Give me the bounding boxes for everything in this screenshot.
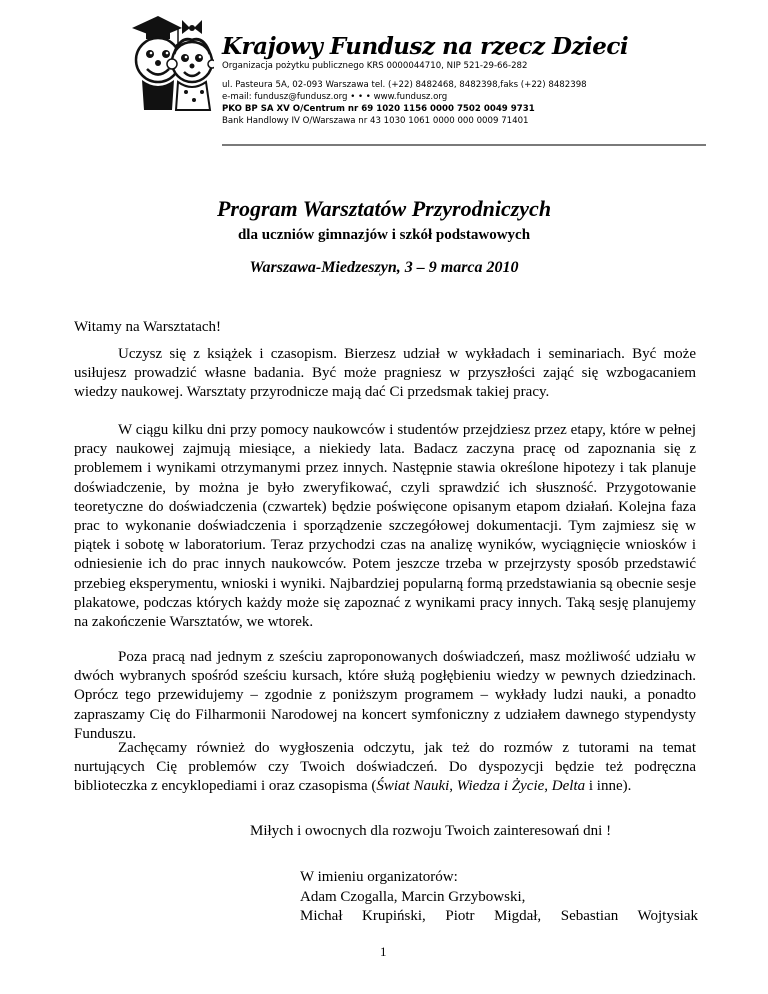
signature-block: [300, 868, 698, 927]
greeting: Witamy na Warsztatach!: [74, 319, 222, 335]
closing-wish: Miłych i owocnych dla rozwoju Twoich zainteresowań dni !: [250, 823, 612, 839]
org-bank-account-1: PKO BP SA XV O/Centrum nr 69 1020 1156 0000 7502 0049 9731: [222, 104, 535, 114]
paragraph-4: [74, 739, 696, 797]
paragraph-1: Uczysz się z książek i czasopism. Bierzesz udział w wykładach i seminariach. Być może usiłujesz prowadzić własne badania. Być może pragniesz w przyszłości zająć się wzbogacaniem wiedzy naukowej. Warsztaty przyrodnicze mają dać Ci przedsmak takiej pracy.: [74, 346, 696, 401]
letterhead: [222, 34, 702, 127]
paragraph-3: Poza pracą nad jednym z sześciu zaproponowanych doświadczeń, masz możliwość udziału w dwóch wybranych spośród sześciu kursach, które służą pogłębieniu wiedzy w pewnych dziedzinach. Oprócz tego przewidujemy – zgodnie z poniższym programem – wykłady ludzi nauki, a ponadto zapraszamy Cię do Filharmonii Narodowej na koncert symfoniczny z udziałem dawnego stypendysty Funduszu.: [74, 649, 696, 742]
magazine-title: Wiedza i Życie: [456, 778, 545, 795]
signature-intro: W imieniu organizatorów:: [300, 869, 458, 885]
org-name: Krajowy Fundusz na rzecz Dzieci: [222, 33, 629, 60]
org-contact: e-mail: fundusz@fundusz.org • • • www.fundusz.org: [222, 92, 448, 102]
org-bank-account-2: Bank Handlowy IV O/Warszawa nr 43 1030 1061 0000 000 0009 71401: [222, 116, 529, 126]
paragraph-2: W ciągu kilku dni przy pomocy naukowców i studentów przejdziesz przez etapy, które w pełnej pracy naukowej zajmują miesiące, a niekiedy lata. Badacz zaczyna pracę od zapoznania się z problemem i wynikami otrzymanymi przez innych. Następnie stawia określone hipotezy i tak planuje doświadczenie, by można je było zweryfikować, czyli sprawdzić ich słuszność. Przygotowanie teoretyczne do doświadczenia (czwartek) będzie poświęcone opisanym etapom działań. Kolejna faza prac to wykonanie doświadczenia i sporządzenie szczegółowej dokumentacji. Tym zajmiesz się w piątek i sobotę w laboratorium. Teraz przychodzi czas na analizę wyników, wyciągnięcie wniosków i odniesienie ich do prac innych naukowców. Potem jeszcze trzeba w przejrzysty sposób przedstawić przebieg eksperymentu, wnioski i wyniki. Najbardziej popularną formą przedstawiania są obecnie sesje plakatowe, podczas których każdy może się zapoznać z wynikami pracy innych. Taką sesję planujemy na zakończenie Warsztatów, we wtorek.: [74, 422, 696, 631]
signature-names-1: Adam Czogalla, Marcin Grzybowski,: [300, 888, 526, 905]
org-registration: Organizacja pożytku publicznego KRS 0000044710, NIP 521-29-66-282: [222, 61, 528, 71]
magazine-title: Świat Nauki: [376, 778, 450, 795]
header-divider: [222, 144, 706, 146]
signature-names-2: Michał Krupiński, Piotr Migdał, Sebastian Wojtysiak: [300, 908, 698, 924]
org-address: ul. Pasteura 5A, 02-093 Warszawa tel. (+22) 8482468, 8482398,faks (+22) 8482398: [222, 80, 587, 90]
paragraph-4-end: i inne).: [585, 778, 632, 795]
separator: ,: [449, 778, 457, 795]
document-title: Program Warsztatów Przyrodniczych: [216, 196, 552, 221]
kids-logo-icon: [128, 10, 214, 112]
document-subtitle: dla uczniów gimnazjów i szkół podstawowych: [237, 227, 531, 243]
separator: ,: [544, 778, 552, 795]
paragraph-4-text: Zachęcamy również do wygłoszenia odczytu, jak też do rozmów z tutorami na temat nurtujących Cię problemów czy Twoich doświadczeń. Do dyspozycji będzie też podręczna biblioteczka z encyklopediami i oraz czasopisma (: [74, 740, 696, 795]
location-dates: Warszawa-Miedzeszyn, 3 – 9 marca 2010: [249, 259, 519, 276]
page-number: 1: [380, 944, 387, 959]
magazine-title: Delta: [551, 778, 586, 795]
